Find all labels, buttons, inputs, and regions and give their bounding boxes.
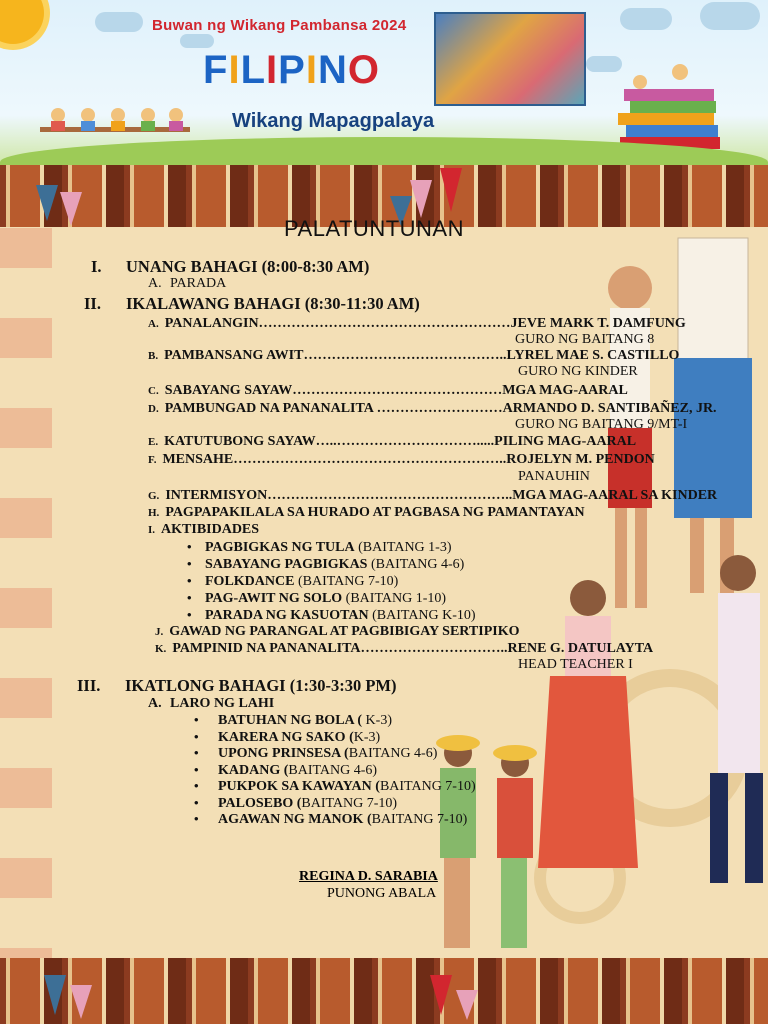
game-item <box>194 778 476 795</box>
item-text: AKTIBIDADES <box>161 522 260 537</box>
program-item <box>148 434 636 450</box>
game-grade: BAITANG 4-6) <box>348 746 438 761</box>
game-grade: K-3) <box>362 713 392 728</box>
program-item <box>148 452 655 468</box>
game-name: UPONG PRINSESA ( <box>218 746 349 761</box>
part-1-number: I. <box>91 257 102 276</box>
bunting-flag <box>70 985 92 1019</box>
game-item <box>194 745 437 762</box>
item-label: B. <box>148 350 159 362</box>
item-text: PARADA <box>170 276 227 291</box>
item-label: K. <box>155 643 167 655</box>
activity-name: PAGBIGKAS NG TULA <box>205 540 355 555</box>
item-label: D. <box>148 403 159 415</box>
part-1-title: UNANG BAHAGI (8:00-8:30 AM) <box>126 257 370 276</box>
game-item <box>194 795 397 812</box>
bullet-icon: • <box>187 590 192 605</box>
part-3-title: IKATLONG BAHAGI (1:30-3:30 PM) <box>125 676 397 695</box>
game-name: PALOSEBO ( <box>218 795 302 811</box>
item-text: PAMPINID NA PANANALITA…………………………..RENE G. DATULAYTA <box>172 641 654 656</box>
item-label: A. <box>148 318 159 330</box>
program-item <box>148 522 259 538</box>
part-1-heading <box>91 257 369 277</box>
game-grade: K-3) <box>353 729 381 745</box>
item-subtitle: PANAUHIN <box>518 469 590 484</box>
bullet-icon: • <box>194 712 199 727</box>
game-name: PUKPOK SA KAWAYAN ( <box>218 779 380 794</box>
item-text: GAWAD NG PARANGAL AT PAGBIBIGAY SERTIPIKO <box>169 624 520 639</box>
part-3-heading <box>77 676 396 696</box>
left-side-pattern <box>0 228 52 958</box>
header-banner <box>0 0 768 165</box>
game-name: KADANG ( <box>218 762 289 778</box>
item-label: F. <box>148 454 157 466</box>
program-title: PALATUNTUNAN <box>284 216 464 241</box>
game-name: AGAWAN NG MANOK ( <box>218 812 372 827</box>
theme-title: Wikang Mapagpalaya <box>232 110 435 132</box>
bullet-icon: • <box>194 778 199 793</box>
item-label: C. <box>148 385 159 397</box>
activity-item <box>187 573 398 590</box>
activity-name: PAG-AWIT NG SOLO <box>205 591 343 606</box>
program-item <box>148 505 585 521</box>
cloud-icon <box>95 12 143 32</box>
part-2-title: IKALAWANG BAHAGI (8:30-11:30 AM) <box>126 294 420 313</box>
event-title: Buwan ng Wikang Pambansa 2024 <box>152 17 407 34</box>
activity-grade: (BAITANG 4-6) <box>367 557 465 572</box>
game-grade: BAITANG 7-10) <box>371 812 468 827</box>
bullet-icon: • <box>187 573 192 588</box>
game-grade: BAITANG 4-6) <box>288 762 378 778</box>
signatory-role: PUNONG ABALA <box>327 886 437 901</box>
bunting-flag <box>440 168 462 212</box>
subhead-text: LARO NG LAHI <box>170 696 275 711</box>
activity-item <box>187 607 476 624</box>
item-text: KATUTUBONG SAYAW…..………………………….....PILING MAG-AARAL <box>164 434 637 449</box>
logo-letter: N <box>317 48 348 92</box>
game-item <box>194 729 380 746</box>
item-label: J. <box>155 626 164 638</box>
bunting-flag <box>60 192 82 226</box>
item-subtitle: GURO NG BAITANG 8 <box>515 332 655 347</box>
item-label: E. <box>148 436 159 448</box>
bullet-icon: • <box>187 556 192 571</box>
bullet-icon: • <box>194 761 199 777</box>
logo-letter: I <box>266 48 279 92</box>
part-1-item <box>148 276 226 292</box>
logo-letter: O <box>347 48 380 92</box>
sun-icon <box>0 0 44 44</box>
game-item <box>194 811 467 828</box>
activity-name: FOLKDANCE <box>205 574 295 589</box>
item-text: INTERMISYON……………………………………………..MGA MAG-AARAL SA KINDER <box>165 488 718 503</box>
bunting-flag <box>36 185 58 221</box>
program-item <box>148 348 679 364</box>
item-text: PAMBANSANG AWIT……………………………………..LYREL MAE S. CASTILLO <box>164 348 680 363</box>
item-text: PANALANGIN………………………………………………JEVE MARK T. DAMFUNG <box>164 316 686 331</box>
cloud-icon <box>620 8 672 30</box>
activity-item <box>187 539 451 556</box>
item-label: H. <box>148 507 160 519</box>
signatory-name: REGINA D. SARABIA <box>299 869 438 884</box>
subhead-label: A. <box>148 696 162 711</box>
part-2-number: II. <box>84 294 101 313</box>
tribal-border-bottom <box>0 958 768 1024</box>
game-name: BATUHAN NG BOLA ( <box>218 713 363 728</box>
program-item <box>155 641 653 657</box>
activity-grade: (BAITANG 1-10) <box>342 591 447 606</box>
bullet-icon: • <box>187 539 192 554</box>
game-grade: BAITANG 7-10) <box>301 795 398 811</box>
activity-name: SABAYANG PAGBIGKAS <box>205 557 368 572</box>
bullet-icon: • <box>194 728 199 744</box>
logo-letter: I <box>228 48 241 92</box>
program-item <box>148 488 717 504</box>
collage-image <box>434 12 586 106</box>
item-text: PAMBUNGAD NA PANANALITA ………………………ARMANDO D. SANTIBAÑEZ, JR. <box>164 401 717 416</box>
logo-letter: L <box>240 48 266 92</box>
part-3-number: III. <box>77 676 101 695</box>
item-label: I. <box>148 524 156 536</box>
item-subtitle: GURO NG KINDER <box>518 364 638 379</box>
program-item <box>148 383 628 399</box>
game-grade: BAITANG 7-10) <box>379 779 476 794</box>
game-item <box>194 762 377 779</box>
bunting-flag <box>44 975 66 1015</box>
activity-item <box>187 590 446 607</box>
bunting-flag <box>410 180 432 218</box>
part-2-heading <box>84 294 420 314</box>
kids-at-table-image <box>40 105 190 141</box>
program-item <box>155 624 519 640</box>
activity-grade: (BAITANG K-10) <box>368 608 476 623</box>
game-item <box>194 712 392 729</box>
bullet-icon: • <box>194 794 199 810</box>
item-subtitle: HEAD TEACHER I <box>518 657 633 672</box>
activity-grade: (BAITANG 1-3) <box>354 540 452 555</box>
logo-letter: F <box>203 48 229 92</box>
bullet-icon: • <box>194 811 199 826</box>
bunting-flag <box>430 975 452 1015</box>
part-3-subhead <box>148 696 274 712</box>
filipino-logo <box>203 48 380 93</box>
item-text: PAGPAPAKILALA SA HURADO AT PAGBASA NG PAMANTAYAN <box>165 505 585 520</box>
program-item <box>148 316 686 332</box>
cloud-icon <box>180 34 214 48</box>
item-text: MENSAHE…………………………………………………..ROJELYN M. PENDON <box>162 452 655 467</box>
item-label: G. <box>148 490 160 502</box>
cloud-icon <box>700 2 760 30</box>
bullet-icon: • <box>187 607 192 622</box>
item-text: SABAYANG SAYAW………………………………………MGA MAG-AARAL <box>164 383 628 398</box>
item-label: A. <box>148 276 162 291</box>
item-subtitle: GURO NG BAITANG 9/MT-I <box>515 417 688 432</box>
logo-letter: I <box>305 48 318 92</box>
activity-grade: (BAITANG 7-10) <box>294 574 399 589</box>
game-name: KARERA NG SAKO ( <box>218 729 354 745</box>
bunting-flag <box>456 990 478 1020</box>
activity-name: PARADA NG KASUOTAN <box>205 608 369 623</box>
program-item <box>148 401 717 417</box>
activity-item <box>187 556 464 573</box>
bullet-icon: • <box>194 745 199 760</box>
logo-letter: P <box>278 48 306 92</box>
